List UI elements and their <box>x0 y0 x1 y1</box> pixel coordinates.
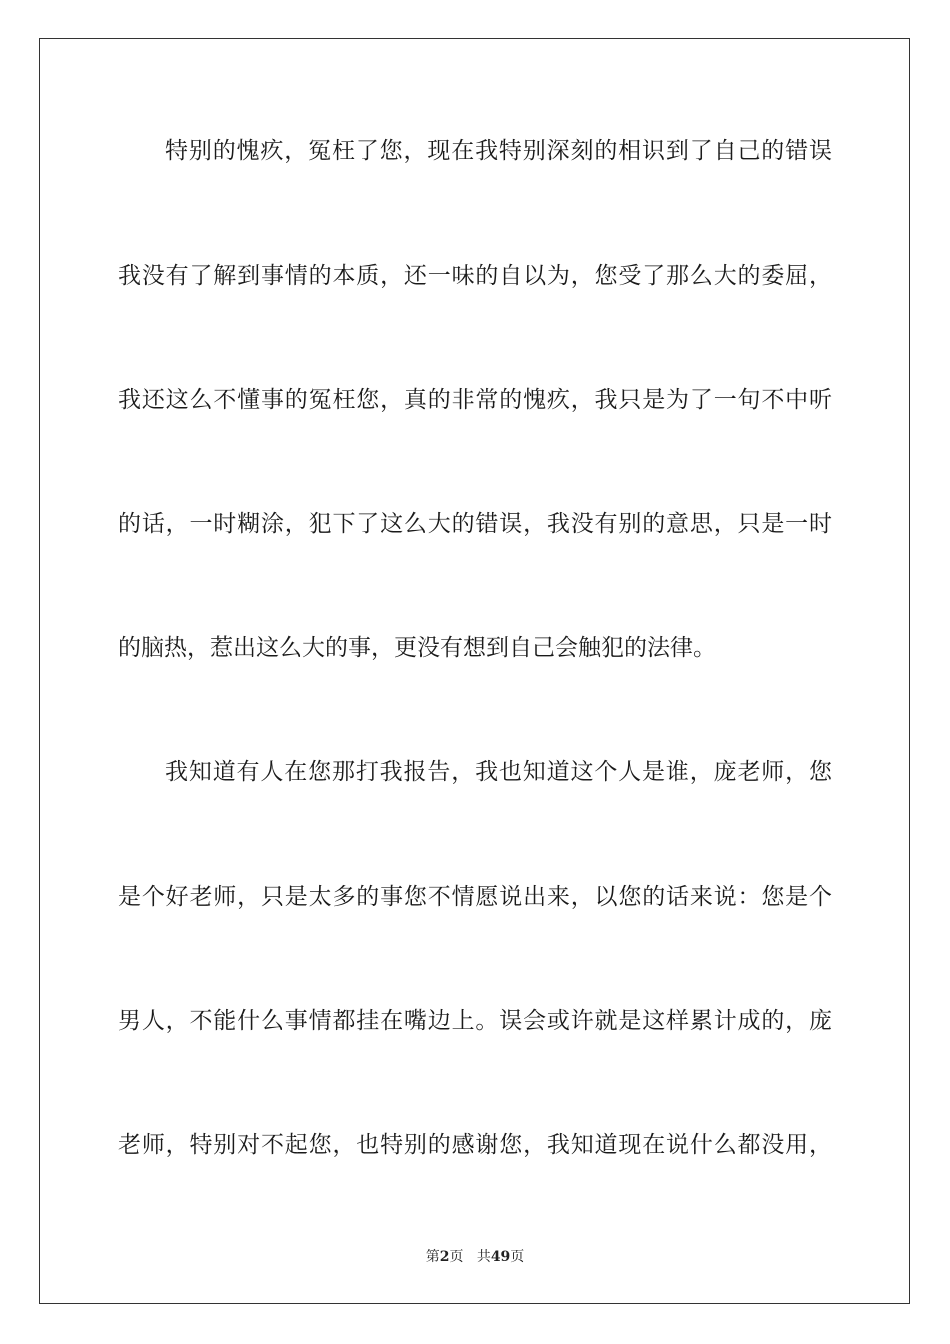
paragraph-2-line-4: 老师，特别对不起您，也特别的感谢您，我知道现在说什么都没用， <box>118 1132 832 1158</box>
page-number: 2 <box>439 1249 450 1265</box>
paragraph-1-line-3: 我还这么不懂事的冤枉您，真的非常的愧疚，我只是为了一句不中听 <box>118 387 832 413</box>
total-label-prefix: 共 <box>476 1249 491 1265</box>
page-label-prefix: 第 <box>425 1249 440 1265</box>
paragraph-1-line-4: 的话，一时糊涂，犯下了这么大的错误，我没有别的意思，只是一时 <box>118 511 832 537</box>
page-label-suffix: 页 <box>449 1249 464 1265</box>
paragraph-2-line-3: 男人，不能什么事情都挂在嘴边上。误会或许就是这样累计成的，庞 <box>118 1008 832 1034</box>
paragraph-2-line-2: 是个好老师，只是太多的事您不情愿说出来，以您的话来说：您是个 <box>118 884 832 910</box>
paragraph-1-line-1: 特别的愧疚，冤枉了您，现在我特别深刻的相识到了自己的错误 <box>165 138 832 164</box>
total-pages: 49 <box>490 1249 511 1265</box>
page-border <box>39 38 910 1304</box>
paragraph-2-line-1: 我知道有人在您那打我报告，我也知道这个人是谁，庞老师，您 <box>165 759 832 785</box>
total-label-suffix: 页 <box>510 1249 525 1265</box>
paragraph-1-line-2: 我没有了解到事情的本质，还一味的自以为，您受了那么大的委屈， <box>118 263 832 289</box>
paragraph-1-line-5: 的脑热，惹出这么大的事，更没有想到自己会触犯的法律。 <box>118 635 716 661</box>
page-footer <box>0 1248 950 1266</box>
